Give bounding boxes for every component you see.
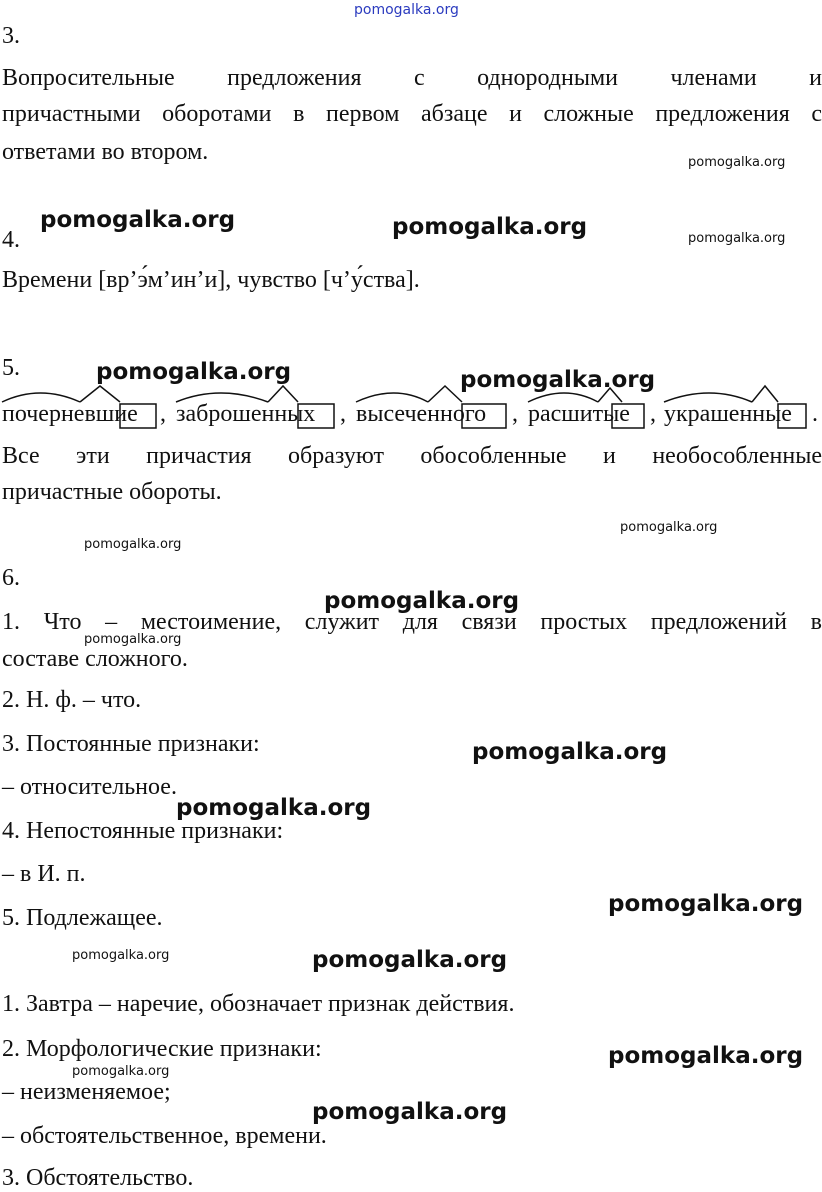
separator-4: , bbox=[650, 401, 656, 427]
task6-line-4: 3. Постоянные признаки: bbox=[2, 731, 260, 757]
task5-line-1: Все эти причастия образуют обособленные и необособленные bbox=[2, 443, 822, 469]
watermark: pomogalka.org bbox=[324, 588, 520, 614]
task6-line-1: 1. Что – местоимение, служит для связи простых предложений в bbox=[2, 609, 822, 635]
task5-line-2: причастные обороты. bbox=[2, 479, 222, 505]
task7-line-1: 1. Завтра – наречие, обозначает признак действия. bbox=[2, 991, 515, 1017]
task3-number: 3. bbox=[2, 23, 20, 49]
task7-line-2: 2. Морфологические признаки: bbox=[2, 1036, 322, 1062]
task6-line-7: – в И. п. bbox=[2, 861, 86, 887]
watermark: pomogalka.org bbox=[84, 537, 182, 552]
watermark: pomogalka.org bbox=[460, 367, 656, 393]
watermark: pomogalka.org bbox=[312, 947, 508, 973]
task6-line-2: составе сложного. bbox=[2, 646, 188, 672]
task3-line-2: причастными оборотами в первом абзаце и сложные предложения с bbox=[2, 101, 822, 127]
separator-5: . bbox=[812, 401, 818, 427]
task6-line-8: 5. Подлежащее. bbox=[2, 905, 163, 931]
task6-number: 6. bbox=[2, 565, 20, 591]
watermark: pomogalka.org bbox=[688, 155, 786, 170]
watermark: pomogalka.org bbox=[312, 1099, 508, 1125]
task3-line-3: ответами во втором. bbox=[2, 139, 209, 165]
task7-line-3: – неизменяемое; bbox=[2, 1079, 171, 1105]
task4-text: Времени [вр’э́м’ин’и], чувство [ч’у́ства]. bbox=[2, 267, 420, 293]
watermark: pomogalka.org bbox=[40, 207, 236, 233]
participle-5: украшенные bbox=[664, 401, 792, 427]
participle-4: расшитые bbox=[528, 401, 630, 427]
watermark: pomogalka.org bbox=[176, 795, 372, 821]
watermark: pomogalka.org bbox=[72, 948, 170, 963]
task7-line-4: – обстоятельственное, времени. bbox=[2, 1123, 327, 1149]
watermark: pomogalka.org bbox=[608, 891, 804, 917]
separator-3: , bbox=[512, 401, 518, 427]
task4-number: 4. bbox=[2, 227, 20, 253]
separator-2: , bbox=[340, 401, 346, 427]
participle-3: высеченного bbox=[356, 401, 487, 427]
participle-2: заброшенных bbox=[176, 401, 316, 427]
participle-1: почерневшие bbox=[2, 401, 138, 427]
top-watermark: pomogalka.org bbox=[354, 2, 459, 18]
participles-morpheme-analysis bbox=[0, 380, 822, 432]
watermark: pomogalka.org bbox=[72, 1064, 170, 1079]
watermark: pomogalka.org bbox=[620, 520, 718, 535]
task5-number: 5. bbox=[2, 355, 20, 381]
watermark: pomogalka.org bbox=[688, 231, 786, 246]
task7-line-5: 3. Обстоятельство. bbox=[2, 1165, 194, 1191]
watermark: pomogalka.org bbox=[96, 359, 292, 385]
task6-line-6: 4. Непостоянные признаки: bbox=[2, 818, 284, 844]
watermark: pomogalka.org bbox=[472, 739, 668, 765]
task6-line-5: – относительное. bbox=[2, 774, 177, 800]
watermark: pomogalka.org bbox=[392, 214, 588, 240]
watermark: pomogalka.org bbox=[608, 1043, 804, 1069]
watermark: pomogalka.org bbox=[84, 632, 182, 647]
task6-line-3: 2. Н. ф. – что. bbox=[2, 687, 142, 713]
separator-1: , bbox=[160, 401, 166, 427]
task3-line-1: Вопросительные предложения с однородными членами и bbox=[2, 65, 822, 91]
